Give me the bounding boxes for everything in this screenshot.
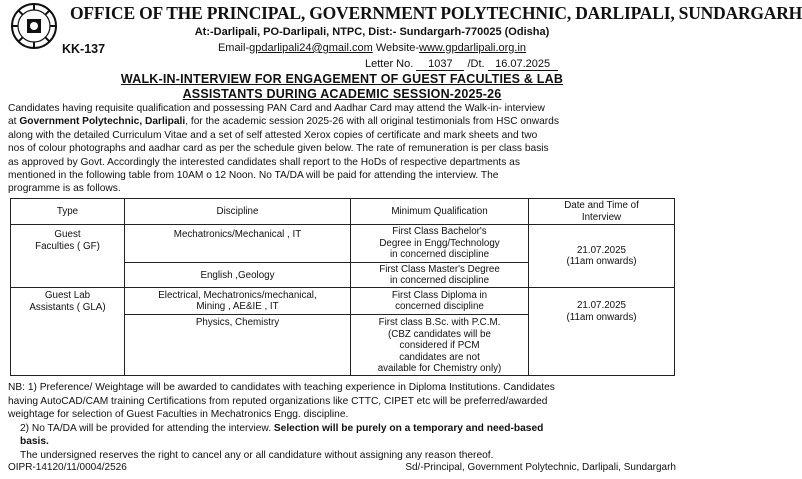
office-address: At:-Darlipali, PO-Darlipali, NTPC, Dist:- Sundargarh-770025 (Odisha) — [194, 26, 550, 38]
note-text: 2) No TA/DA will be provided for attending the interview. — [20, 422, 274, 434]
email-link[interactable]: gpdarlipali24@gmail.com — [249, 42, 373, 54]
note-line — [8, 422, 676, 436]
letter-reference — [365, 58, 558, 71]
contact-line — [70, 42, 674, 54]
notice-title-line2: ASSISTANTS DURING ACADEMIC SESSION-2025-26 — [182, 87, 502, 101]
intro-line: programme is as follows. — [8, 183, 121, 195]
letter-date: 16.07.2025 — [488, 58, 558, 71]
date-label: /Dt. — [467, 58, 485, 70]
table-row — [11, 288, 675, 315]
schedule-table — [10, 198, 675, 376]
intro-text: , for the academic session 2025-26 with all original testimonials from HSC onwards — [185, 116, 559, 128]
qualification-line: in concerned discipline — [389, 249, 490, 261]
discipline-cell: Mechatronics/Mechanical , IT — [125, 225, 351, 263]
qualification-line: in concerned discipline — [389, 275, 490, 286]
type-line: Assistants ( GLA) — [29, 301, 106, 313]
discipline-line: Mining , AE&IE , IT — [196, 301, 279, 312]
letter-label: Letter No. — [365, 58, 414, 70]
qualification-line: Degree in Engg/Technology — [379, 237, 500, 249]
qualification-line: First Class Master's Degree — [379, 263, 500, 275]
qualification-line: available for Chemistry only) — [377, 363, 502, 374]
header-discipline: Discipline — [125, 199, 351, 225]
qualification-cell — [351, 288, 529, 315]
discipline-cell — [125, 288, 351, 315]
note-line: NB: 1) Preference/ Weightage will be awarded to candidates with teaching experience in Diploma Institutions. Candidates — [8, 382, 555, 393]
discipline-line: Electrical, Mechatronics/mechanical, — [158, 289, 317, 301]
type-line: Guest — [54, 229, 81, 240]
interview-time: (11am onwards) — [566, 256, 637, 267]
note-line: weightage for selection of Guest Faculties in Mechatronics Engg. discipline. — [8, 409, 349, 420]
header-date-time — [529, 199, 675, 225]
office-title: OFFICE OF THE PRINCIPAL, GOVERNMENT POLYTECHNIC, DARLIPALI, SUNDARGARH — [70, 3, 802, 23]
institution-name: Government Polytechnic, Darlipali — [19, 116, 186, 128]
qualification-cell — [351, 263, 529, 288]
intro-paragraph — [8, 102, 676, 196]
letter-number: 1037 — [416, 58, 464, 71]
type-gla — [11, 288, 125, 376]
intro-line: as approved by Govt. Accordingly the interested candidates shall report to the HoDs of respective departments as — [8, 156, 520, 168]
note-emphasis: Selection will be purely on a temporary and need-based — [273, 422, 544, 434]
type-gf — [11, 225, 125, 288]
qualification-cell — [351, 315, 529, 376]
document-code: KK-137 — [62, 42, 106, 56]
table-row — [11, 225, 675, 263]
signatory: Sd/-Principal, Government Polytechnic, Darlipali, Sundargarh — [405, 462, 676, 473]
discipline-cell: English ,Geology — [125, 263, 351, 288]
discipline-cell: Physics, Chemistry — [125, 315, 351, 376]
website-label: Website- — [372, 42, 420, 54]
interview-date: 21.07.2025 — [576, 244, 627, 256]
header-qualification: Minimum Qualification — [351, 199, 529, 225]
note-line: having AutoCAD/CAM training Certifications from reputed organizations like CTTC, CIPET etc will be preferred/awarded — [8, 395, 548, 407]
interview-time: (11am onwards) — [566, 311, 637, 323]
institute-emblem-icon — [10, 2, 58, 50]
note-emphasis: basis. — [20, 436, 49, 447]
table-header-row — [11, 199, 675, 225]
intro-line: Candidates having requisite qualification and possessing PAN Card and Aadhar Card may attend the Walk-in- interview — [8, 103, 545, 114]
note-line: The undersigned reserves the right to cancel any or all candidature without assigning any reason thereof. — [20, 449, 494, 461]
note-line — [8, 435, 676, 449]
header-date-line: Interview — [581, 211, 622, 223]
header-type: Type — [11, 199, 125, 225]
qualification-line: considered if PCM — [399, 340, 480, 351]
date-gf — [529, 225, 675, 288]
reference-code: OIPR-14120/11/0004/2526 — [8, 462, 127, 473]
notes-section — [8, 381, 676, 462]
date-gla — [529, 288, 675, 376]
type-line: Faculties ( GF) — [35, 240, 100, 252]
qualification-cell — [351, 225, 529, 263]
interview-date: 21.07.2025 — [576, 300, 627, 311]
intro-line — [8, 115, 676, 128]
website-link[interactable]: www.gpdarlipali.org.in — [419, 42, 527, 54]
qualification-line: First class B.Sc. with P.C.M. — [378, 317, 501, 328]
header-date-line: Date and Time of — [564, 200, 639, 211]
qualification-line: (CBZ candidates will be — [388, 328, 491, 340]
intro-line: along with the detailed Curriculum Vitae and a set of self attested Xerox copies of certificate and mark sheets and two — [8, 129, 538, 141]
intro-line: mentioned in the following table from 10AM o 12 Noon. No TA/DA will be paid for attending the interview. The — [8, 170, 499, 182]
notice-title-line1: WALK-IN-INTERVIEW FOR ENGAGEMENT OF GUEST FACULTIES & LAB — [120, 72, 564, 86]
intro-text: at — [8, 116, 20, 128]
intro-line: nos of colour photographs and aadhar card as per the schedule given below. The rate of remuneration is per class basis — [8, 143, 549, 155]
email-label: Email- — [217, 42, 250, 54]
qualification-line: concerned discipline — [395, 301, 484, 312]
footer — [8, 462, 676, 473]
qualification-line: candidates are not — [399, 351, 480, 363]
qualification-line: First Class Diploma in — [391, 289, 488, 301]
type-line: Guest Lab — [44, 290, 91, 301]
qualification-line: First Class Bachelor's — [392, 226, 487, 238]
